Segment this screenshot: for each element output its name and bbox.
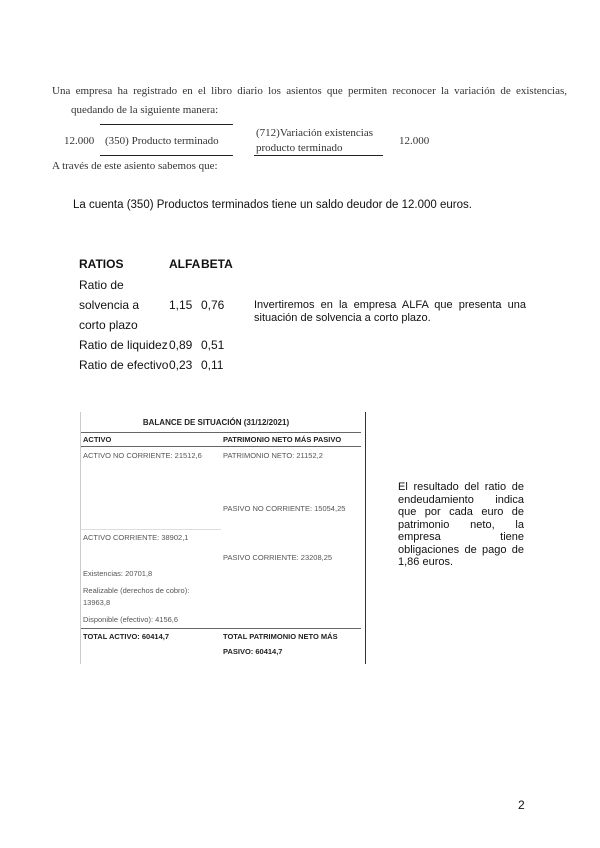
- ratios-header-row: [79, 253, 235, 275]
- intro-paragraph: Una empresa ha registrado en el libro diario los asientos que permiten reconocer la variación de existencias,: [52, 85, 567, 97]
- balance-pasivo-header: PATRIMONIO NETO MÁS PASIVO: [223, 435, 342, 444]
- ratios-table: [79, 253, 249, 375]
- balance-activo-divider: [81, 529, 221, 530]
- balance-total-pn-pasivo: TOTAL PATRIMONIO NETO MÁS: [223, 632, 338, 641]
- ratio-name-line: Ratio de: [79, 278, 124, 292]
- journal-credit-account-line2: producto terminado: [256, 142, 343, 154]
- ratio-beta-value: 0,11: [201, 358, 224, 372]
- ratios-header-beta: BETA: [201, 257, 233, 271]
- journal-credit-account-line1: (712)Variación existencias: [256, 127, 373, 139]
- ratio-beta-value: 0,51: [201, 338, 225, 352]
- journal-bottom-rule-left: [100, 155, 233, 156]
- balance-activo-no-corriente: ACTIVO NO CORRIENTE: 21512,6: [83, 451, 202, 460]
- ratios-conclusion: Invertiremos en la empresa ALFA que presenta una situación de solvencia a corto plazo.: [254, 299, 526, 324]
- balance-activo-corriente: ACTIVO CORRIENTE: 38902,1: [83, 533, 189, 542]
- balance-activo-header: ACTIVO: [83, 435, 112, 444]
- balance-patrimonio-neto: PATRIMONIO NETO: 21152,2: [223, 451, 323, 460]
- journal-lead-in: A través de este asiento sabemos que:: [52, 160, 218, 172]
- journal-credit-amount: 12.000: [399, 135, 430, 147]
- ratios-row-efectivo: [79, 355, 235, 375]
- balance-disponible: Disponible (efectivo): 4156,6: [83, 615, 179, 624]
- journal-debit-account: (350) Producto terminado: [105, 135, 219, 147]
- ratio-name: Ratio de liquidez: [79, 338, 168, 352]
- ratio-beta-value: 0,76: [201, 298, 225, 312]
- ratio-alfa-value: 0,23: [169, 358, 193, 372]
- balance-realizable-value: 13963,8: [83, 598, 111, 607]
- balance-pasivo-no-corriente: PASIVO NO CORRIENTE: 15054,25: [223, 504, 346, 513]
- balance-title: BALANCE DE SITUACIÓN (31/12/2021): [142, 418, 290, 427]
- endeudamiento-note: El resultado del ratio de endeudamiento indica que por cada euro de patrimonio neto, la empresa tiene obligaciones de pago de 1,86 euros.: [398, 481, 524, 568]
- ratios-header-name: RATIOS: [79, 257, 124, 271]
- journal-credit-account: [256, 126, 382, 156]
- balance-realizable: Realizable (derechos de cobro):: [83, 586, 190, 595]
- page-number: 2: [518, 798, 525, 812]
- answer-statement: La cuenta (350) Productos terminados tiene un saldo deudor de 12.000 euros.: [73, 199, 472, 211]
- ratio-name: Ratio de efectivo: [79, 358, 169, 372]
- balance-existencias: Existencias: 20701,8: [83, 569, 153, 578]
- balance-pasivo-corriente: PASIVO CORRIENTE: 23208,25: [223, 553, 333, 562]
- ratios-row-liquidez: [79, 335, 235, 355]
- ratio-name-line: solvencia a: [79, 298, 140, 312]
- balance-header-rule: [81, 446, 361, 447]
- ratio-name: [79, 275, 169, 335]
- intro-paragraph-continuation: quedando de la siguiente manera:: [71, 104, 219, 116]
- journal-debit-amount: 12.000: [64, 135, 95, 147]
- balance-title-rule: [81, 432, 361, 433]
- balance-total-activo: TOTAL ACTIVO: 60414,7: [83, 632, 169, 641]
- journal-top-rule-left: [100, 124, 233, 125]
- ratio-alfa-value: 1,15: [169, 298, 193, 312]
- ratios-header-alfa: ALFA: [169, 257, 201, 271]
- ratios-row-solvencia: [79, 275, 235, 335]
- balance-total-pn-pasivo-value: PASIVO: 60414,7: [223, 647, 283, 656]
- ratio-name-line: corto plazo: [79, 318, 138, 332]
- balance-sheet: [80, 412, 366, 664]
- balance-total-rule: [81, 628, 361, 629]
- ratio-alfa-value: 0,89: [169, 338, 193, 352]
